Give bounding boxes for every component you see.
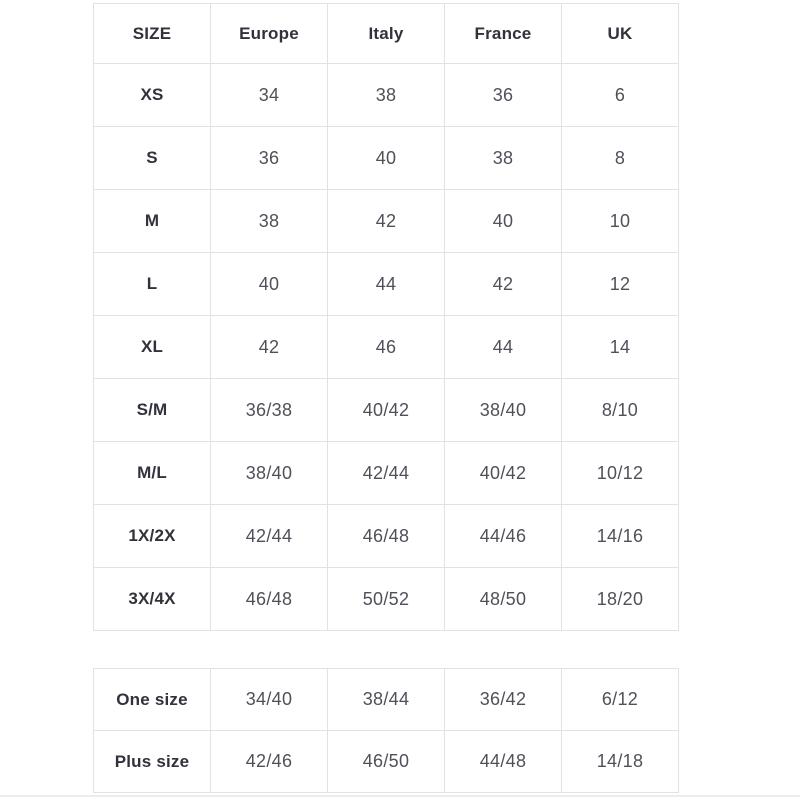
table-cell: 46/48 [328,505,445,568]
table-body [94,64,679,631]
table-cell: 8 [562,127,679,190]
table-cell: 38 [211,190,328,253]
table-cell: 44/46 [445,505,562,568]
column-header-france: France [445,4,562,64]
table-row-m [94,190,679,253]
table-row-1x2x [94,505,679,568]
table-cell: 44 [328,253,445,316]
table-cell: 46 [328,316,445,379]
table-cell: 42 [211,316,328,379]
table-cell: 40/42 [445,442,562,505]
table-cell: 42/46 [211,731,328,793]
table-cell: 50/52 [328,568,445,631]
row-label: 1X/2X [94,505,211,568]
table-cell: 40 [445,190,562,253]
table-cell: 36/42 [445,669,562,731]
table-row-s [94,127,679,190]
row-label: S/M [94,379,211,442]
row-label: M/L [94,442,211,505]
table-cell: 38/40 [211,442,328,505]
table-cell: 36 [211,127,328,190]
table-cell: 46/50 [328,731,445,793]
row-label: 3X/4X [94,568,211,631]
row-label: L [94,253,211,316]
table-cell: 40/42 [328,379,445,442]
special-sizes-table [93,668,679,793]
row-label: XL [94,316,211,379]
table-cell: 46/48 [211,568,328,631]
table-cell: 34 [211,64,328,127]
table-cell: 36/38 [211,379,328,442]
table-cell: 42 [328,190,445,253]
table-row-ml [94,442,679,505]
row-label: XS [94,64,211,127]
table-cell: 38 [445,127,562,190]
table-cell: 18/20 [562,568,679,631]
table-cell: 10 [562,190,679,253]
table-row-xs [94,64,679,127]
table-cell: 40 [211,253,328,316]
row-label: S [94,127,211,190]
table-cell: 34/40 [211,669,328,731]
table-row-plus-size [94,731,679,793]
table-cell: 40 [328,127,445,190]
table-cell: 12 [562,253,679,316]
table-cell: 6/12 [562,669,679,731]
table-cell: 38 [328,64,445,127]
row-label: M [94,190,211,253]
table-row-3x4x [94,568,679,631]
table-cell: 42/44 [328,442,445,505]
column-header-size: SIZE [94,4,211,64]
table-cell: 14 [562,316,679,379]
table-cell: 14/16 [562,505,679,568]
column-header-uk: UK [562,4,679,64]
column-header-italy: Italy [328,4,445,64]
table-cell: 14/18 [562,731,679,793]
size-conversion-table [93,3,679,631]
table-row-one-size [94,669,679,731]
row-label: Plus size [94,731,211,793]
table-cell: 36 [445,64,562,127]
table-cell: 10/12 [562,442,679,505]
table-cell: 48/50 [445,568,562,631]
table-cell: 38/40 [445,379,562,442]
table-cell: 44 [445,316,562,379]
column-header-europe: Europe [211,4,328,64]
table-cell: 44/48 [445,731,562,793]
header-row [94,4,679,64]
table-cell: 8/10 [562,379,679,442]
table-body [94,669,679,793]
table-row-l [94,253,679,316]
table-cell: 42 [445,253,562,316]
row-label: One size [94,669,211,731]
table-header [94,4,679,64]
table-cell: 38/44 [328,669,445,731]
table-row-xl [94,316,679,379]
table-row-sm [94,379,679,442]
table-cell: 42/44 [211,505,328,568]
section-divider [0,795,800,797]
table-cell: 6 [562,64,679,127]
